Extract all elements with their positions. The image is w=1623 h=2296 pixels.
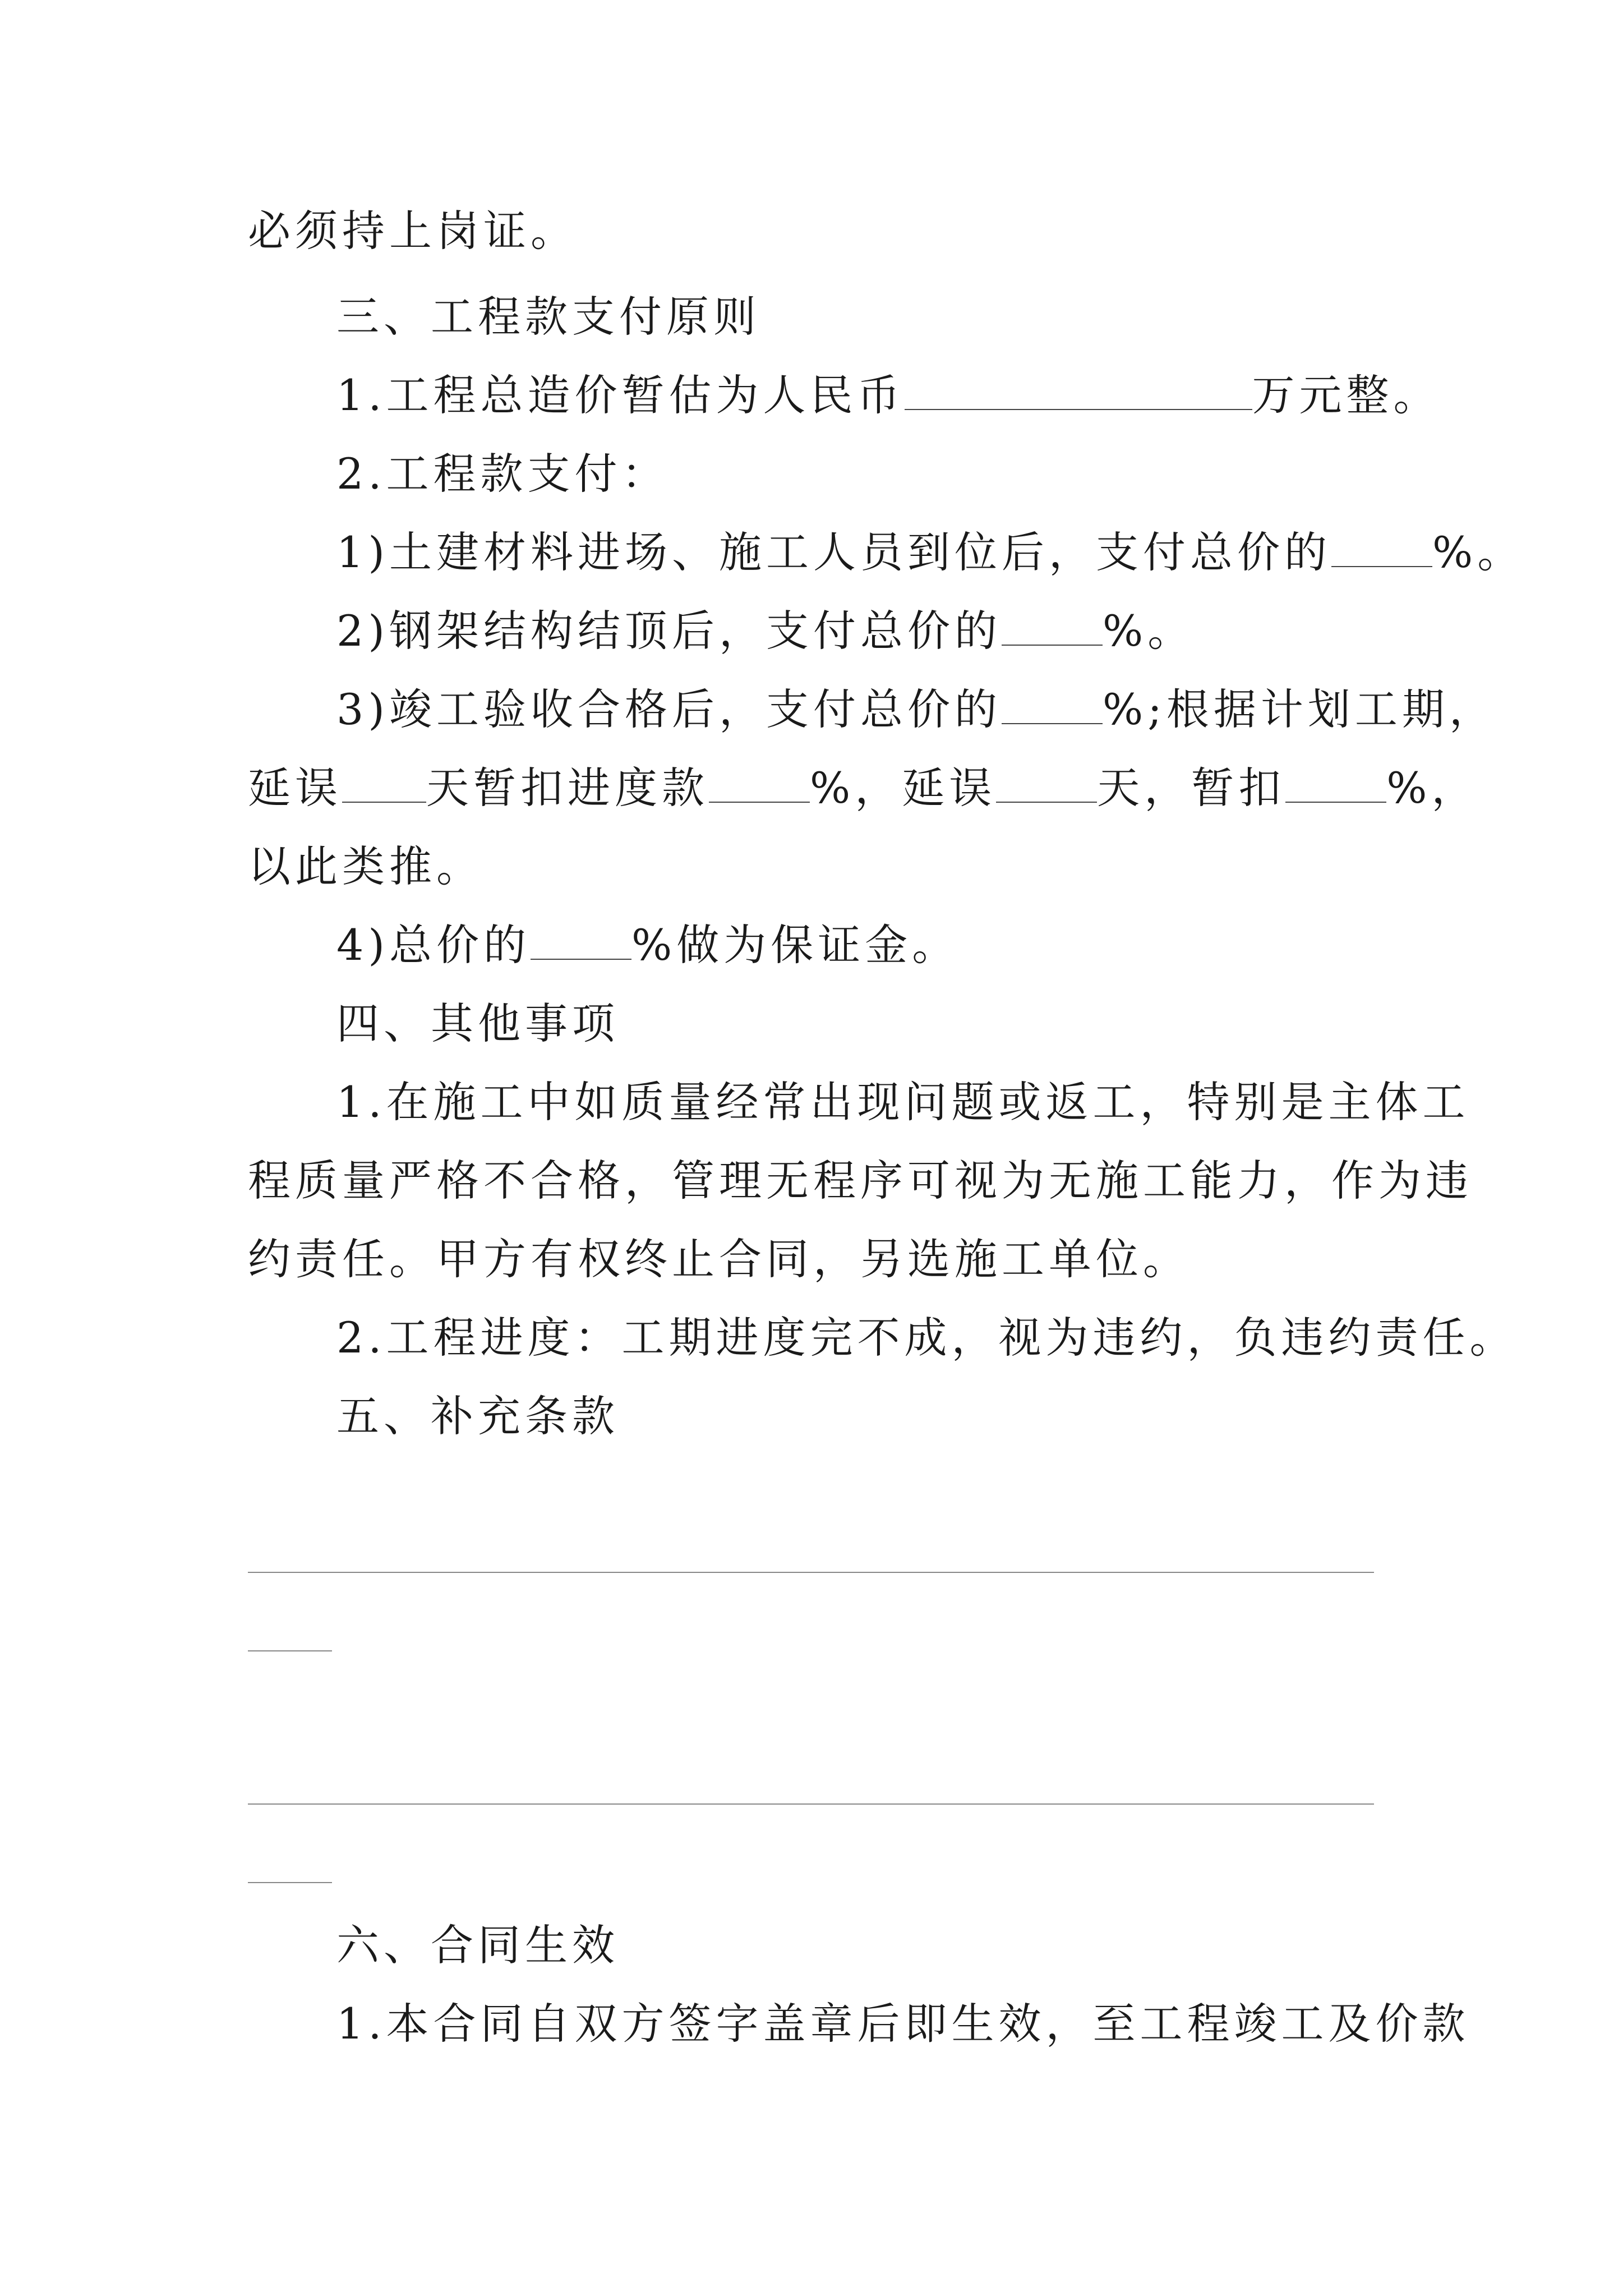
section-heading: 五、补充条款 (336, 1391, 619, 1441)
text-line (336, 917, 959, 973)
fill-in-rule (248, 1882, 332, 1883)
section-heading: 六、合同生效 (336, 1920, 619, 1970)
line-text: 天，暂扣 (1097, 763, 1286, 813)
fill-in-rule (248, 1803, 1374, 1805)
line-text: %做为保证金。 (631, 920, 960, 970)
section-heading-supplementary-terms (336, 1388, 619, 1444)
text-line (248, 839, 483, 895)
line-text: %。 (1432, 527, 1525, 577)
text-line (248, 1231, 1190, 1287)
line-text: %;根据计划工期， (1103, 684, 1496, 734)
text-line (336, 524, 1524, 581)
text-line (336, 1996, 1470, 2052)
section-heading: 四、其他事项 (336, 999, 619, 1048)
fill-in-blank (709, 768, 810, 803)
section-heading: 三、工程款支付原则 (336, 292, 760, 342)
line-text: %。 (1103, 606, 1195, 656)
text-line (248, 1153, 1473, 1209)
line-text: 3)竣工验收合格后，支付总价的 (336, 684, 1002, 734)
fill-in-blank (996, 768, 1097, 803)
fill-in-blank (1285, 768, 1386, 803)
fill-in-blank (342, 768, 426, 803)
line-text: %， (1386, 763, 1479, 813)
fill-in-blank (905, 375, 1252, 410)
line-text: 1.在施工中如质量经常出现问题或返工，特别是主体工 (336, 1077, 1470, 1127)
fill-in-blank (1331, 532, 1432, 567)
text-line (336, 682, 1496, 738)
text-line (248, 203, 578, 259)
line-text: 1.本合同自双方签字盖章后即生效，至工程竣工及价款 (336, 1999, 1470, 2049)
section-heading-other-matters (336, 996, 619, 1052)
fill-in-rule (248, 1572, 1374, 1573)
text-line (336, 1310, 1517, 1366)
line-text: 万元整。 (1252, 370, 1441, 420)
line-text: 2.工程进度：工期进度完不成，视为违约，负违约责任。 (336, 1313, 1517, 1363)
section-heading-contract-effective (336, 1917, 619, 1973)
line-text: 1.工程总造价暂估为人民币 (336, 370, 905, 420)
fill-in-blank (1002, 689, 1103, 724)
line-text: 延误 (248, 763, 342, 813)
text-line (248, 760, 1478, 816)
text-line-total-cost (336, 367, 1441, 424)
section-heading-payment-principles (336, 289, 760, 345)
line-text: 天暂扣进度款 (426, 763, 709, 813)
line-text: %，延误 (810, 763, 997, 813)
text-line (336, 446, 669, 502)
fill-in-rule (248, 1650, 332, 1651)
line-text: 必须持上岗证。 (248, 206, 578, 256)
fill-in-blank (531, 925, 631, 960)
fill-in-blank (1002, 611, 1103, 646)
line-text: 2)钢架结构结顶后，支付总价的 (336, 606, 1002, 656)
line-text: 1)土建材料进场、施工人员到位后，支付总价的 (336, 527, 1332, 577)
text-line (336, 1074, 1470, 1130)
text-line (336, 603, 1195, 659)
line-text: 程质量严格不合格，管理无程序可视为无施工能力，作为违 (248, 1156, 1473, 1205)
line-text: 2.工程款支付： (336, 449, 669, 499)
line-text: 约责任。甲方有权终止合同，另选施工单位。 (248, 1234, 1190, 1284)
line-text: 以此类推。 (248, 841, 483, 891)
line-text: 4)总价的 (336, 920, 531, 970)
